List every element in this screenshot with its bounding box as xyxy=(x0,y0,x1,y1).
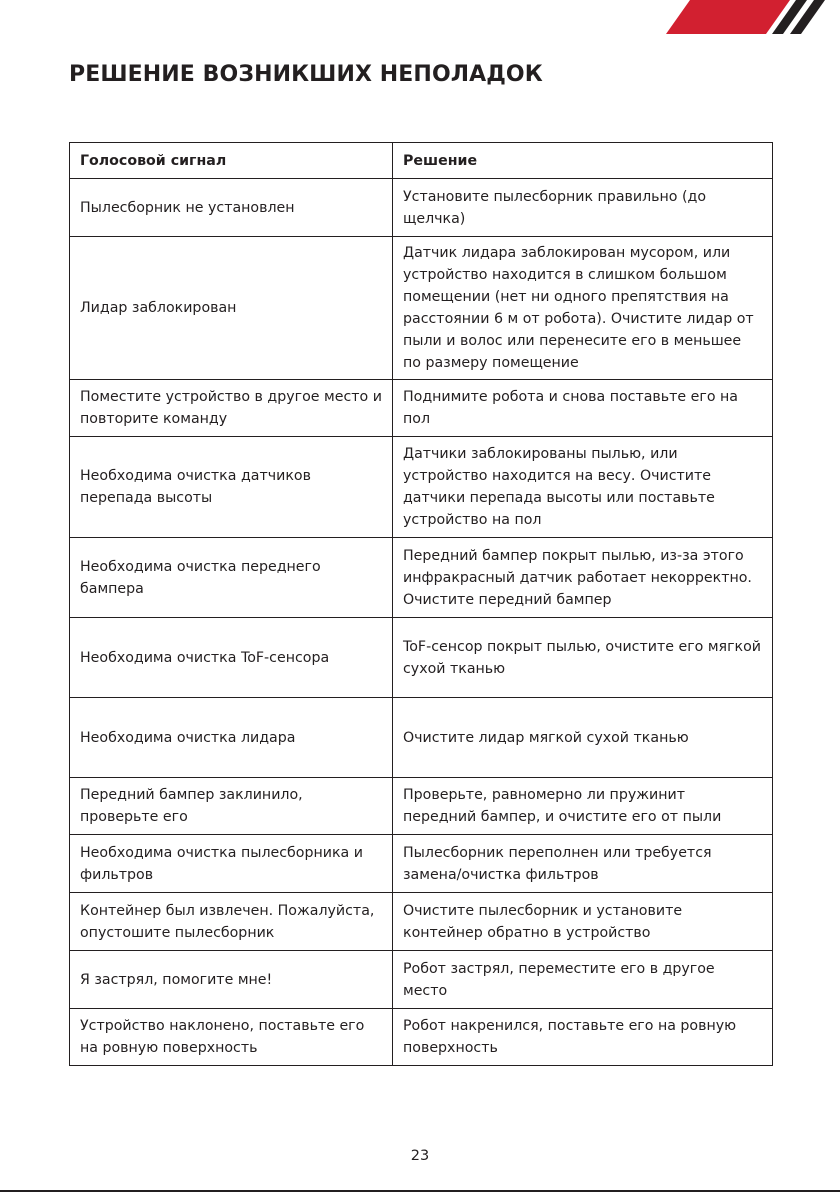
table-row xyxy=(70,618,773,698)
table-row xyxy=(70,437,773,538)
solution-cell: Очистите лидар мягкой сухой тканью xyxy=(393,698,773,778)
signal-cell: Устройство наклонено, поставьте его на ровную поверхность xyxy=(70,1009,393,1066)
table-row xyxy=(70,835,773,893)
solution-cell: Датчик лидара заблокирован мусором, или устройство находится в слишком большом помещении (нет ни одного препятствия на расстоянии 6 м от робота). Очистите лидар от пыли и волос или перенесите его в меньшее по размеру помещение xyxy=(393,237,773,380)
solution-cell: Поднимите робота и снова поставьте его на пол xyxy=(393,380,773,437)
table-row xyxy=(70,698,773,778)
table-row xyxy=(70,380,773,437)
solution-cell: ToF-сенсор покрыт пылью, очистите его мягкой сухой тканью xyxy=(393,618,773,698)
signal-cell: Передний бампер заклинило, проверьте его xyxy=(70,778,393,835)
signal-cell: Контейнер был извлечен. Пожалуйста, опустошите пылесборник xyxy=(70,893,393,951)
solution-cell: Передний бампер покрыт пылью, из-за этого инфракрасный датчик работает некорректно. Очистите передний бампер xyxy=(393,538,773,618)
solution-cell: Установите пылесборник правильно (до щелчка) xyxy=(393,179,773,237)
solution-cell: Проверьте, равномерно ли пружинит передний бампер, и очистите его от пыли xyxy=(393,778,773,835)
page-title: РЕШЕНИЕ ВОЗНИКШИХ НЕПОЛАДОК xyxy=(69,62,543,87)
table-row xyxy=(70,179,773,237)
table-row xyxy=(70,538,773,618)
signal-cell: Необходима очистка пылесборника и фильтров xyxy=(70,835,393,893)
page-number: 23 xyxy=(410,1148,430,1164)
troubleshooting-table xyxy=(69,142,773,1066)
signal-cell: Необходима очистка датчиков перепада высоты xyxy=(70,437,393,538)
corner-stripes-decoration xyxy=(500,0,840,34)
table-row xyxy=(70,778,773,835)
table-header-row xyxy=(70,143,773,179)
table-row xyxy=(70,1009,773,1066)
signal-cell: Необходима очистка ToF-сенсора xyxy=(70,618,393,698)
column-header-signal: Голосовой сигнал xyxy=(70,143,393,179)
signal-cell: Поместите устройство в другое место и повторите команду xyxy=(70,380,393,437)
solution-cell: Робот застрял, переместите его в другое место xyxy=(393,951,773,1009)
signal-cell: Необходима очистка лидара xyxy=(70,698,393,778)
solution-cell: Пылесборник переполнен или требуется замена/очистка фильтров xyxy=(393,835,773,893)
table-row xyxy=(70,951,773,1009)
signal-cell: Лидар заблокирован xyxy=(70,237,393,380)
table-row xyxy=(70,237,773,380)
column-header-solution: Решение xyxy=(393,143,773,179)
solution-cell: Очистите пылесборник и установите контейнер обратно в устройство xyxy=(393,893,773,951)
solution-cell: Датчики заблокированы пылью, или устройство находится на весу. Очистите датчики перепада высоты или поставьте устройство на пол xyxy=(393,437,773,538)
signal-cell: Необходима очистка переднего бампера xyxy=(70,538,393,618)
table-row xyxy=(70,893,773,951)
solution-cell: Робот накренился, поставьте его на ровную поверхность xyxy=(393,1009,773,1066)
signal-cell: Я застрял, помогите мне! xyxy=(70,951,393,1009)
signal-cell: Пылесборник не установлен xyxy=(70,179,393,237)
